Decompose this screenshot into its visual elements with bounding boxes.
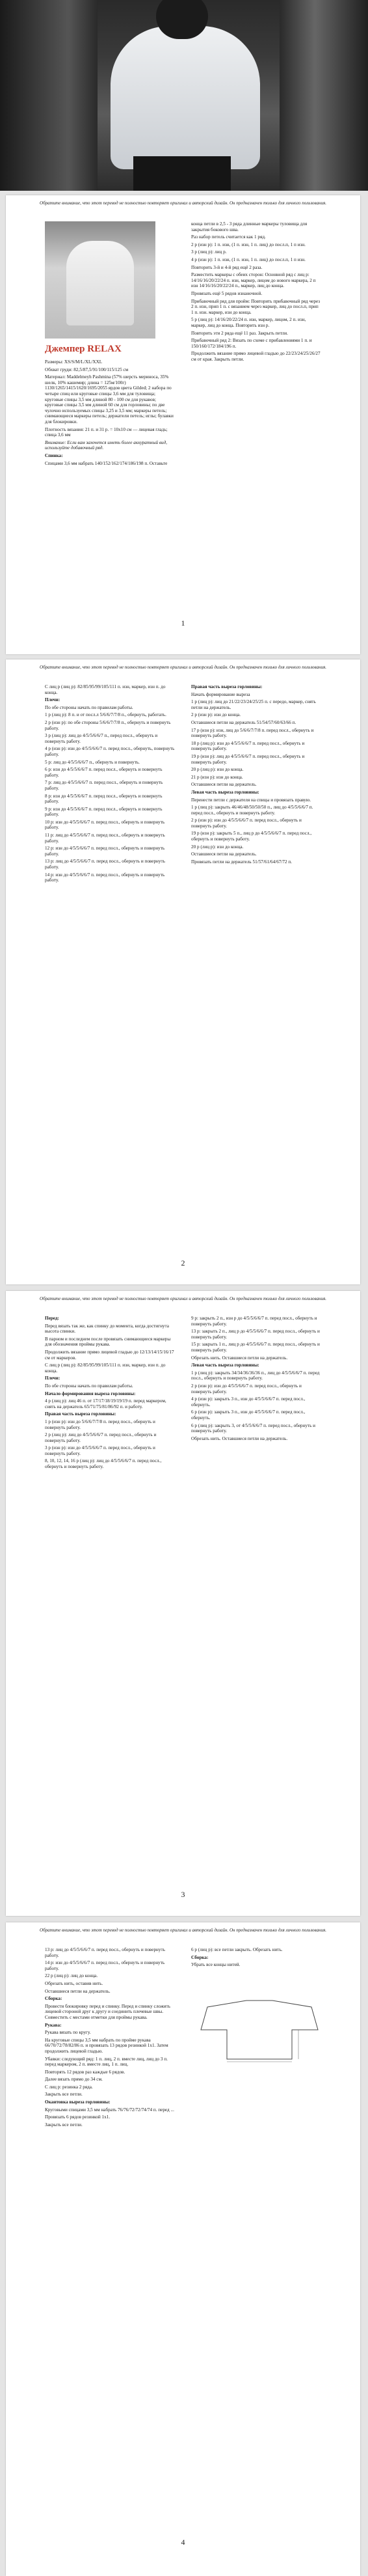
instruction-text: С лиц р (лиц р): 82/85/95/99/105/111 п. изн, маркер, изн п. до конца.	[45, 1363, 166, 1374]
instruction-text: Круговыми спицами 3,5 мм набрать 76/76/72/72/74/74 п. перед ...	[45, 2107, 174, 2112]
instruction-text: 5 р (лиц р): 14/16/20/22/24 п. изн, маркер, лицом, 2 п. изн, маркер, лиц до конца. Повторить изн р.	[191, 317, 306, 328]
instruction-text: Раз набор петель считается как 1 ряд.	[191, 234, 266, 240]
instruction-text: 8 р: изн до 4/5/5/6/6/7 п. перед посл., обернуть и повернуть работу.	[45, 793, 163, 805]
instruction-text: Обрезать нить. Оставшиеся петли на держатель.	[191, 1435, 288, 1441]
page-number: 3	[181, 1890, 185, 1899]
instruction-text: Разместить маркеры с обеих сторон: Основной ряд с лиц р: 14/16/16/20/22/24 п. изн, маркер, лицом до нового маркера, 2 п изн 14/16/16/20/22/24 п., маркер, лиц до конца.	[191, 272, 316, 289]
instruction-text: 1 р (лиц р): закрыть 46/46/48/50/50/50 п., лиц до 4/5/5/6/6/7 п. перед посл., обернуть и повернуть работу.	[191, 805, 313, 816]
page-number: 4	[181, 2538, 185, 2547]
instruction-text: 3 р (лиц р): лиц р.	[191, 249, 227, 255]
page-header-notice: Обратите внимание, что этот перевод не полностью повторяет оригинал и авторский дизайн. Он предназначен только для личного пользования.	[40, 1296, 326, 1301]
chest-text: Обхват груди: 82,5/87,5/91/100/115/125 см	[45, 367, 129, 372]
column-left	[45, 1947, 175, 2129]
instruction-text: 2 р (изн р): 1 п. изн, (1 п. изн, 1 п. лиц) до посл.п, 1 п изн.	[191, 242, 306, 247]
instruction-text: 4 р (изн р): изн до 4/5/5/6/6/7 п. перед посл., обернуть, повернуть работу.	[45, 746, 175, 757]
column-right	[191, 684, 321, 866]
note-text: Внимание: Если вам захочется иметь более аккуратный вид, используйте добавочный ряд.	[45, 439, 168, 451]
instruction-text: Убавки: следующий ряд: 1 п. лиц, 2 п. вместе лиц, лиц до 3 п. перед маркером, 2 п. вместе лиц, 1 п. лиц.	[45, 2056, 168, 2068]
instruction-text: 2 р (изн р): по обе стороны 5/6/6/7/7/8 п., обернуть и повернуть работу.	[45, 719, 171, 731]
instruction-text: В парном и последнем после провязать снимающиеся маркеры для обозначения проймы рукава.	[45, 1336, 171, 1348]
instruction-text: 4 р (изн р): 1 п. изн, (1 п. изн, 1 п. лиц) до посл.п, 1 п изн.	[191, 256, 306, 262]
column-left	[45, 1316, 175, 1472]
instruction-text: Закрыть все петли.	[45, 2092, 83, 2098]
instruction-text: Закрыть все петли.	[45, 2122, 83, 2127]
instruction-text: 3 р (изн р): изн до 4/5/5/6/6/7 п. перед посл., обернуть и повернуть работу.	[45, 1445, 155, 1456]
pattern-title: Джемпер RELAX	[45, 344, 122, 354]
instruction-text: 20 р (лиц р): изн до конца.	[191, 767, 244, 773]
model-head	[156, 0, 208, 39]
instruction-text: Обрезать нить, оставив нить.	[45, 1980, 103, 1986]
instruction-text: 15 р: закрыть 1 п., лиц р до 4/5/5/6/6/7 п. перед посл., обернуть и повернуть работу.	[191, 1342, 320, 1353]
section-heading: Плечи:	[45, 697, 60, 703]
instruction-text: 19 р (изн р): закрыть 5 п., лиц р до 4/5/5/6/6/7 п. перед посл., обернуть и повернуть работу.	[191, 831, 312, 842]
pattern-page-4	[6, 1922, 360, 2576]
section-heading: Перед:	[45, 1316, 59, 1321]
instruction-text: Продолжить вязание прямо лицевой гладью до 12/13/14/15/16/17 см от маркеров.	[45, 1349, 174, 1361]
instruction-text: Перед вязать так же, как спинку до момента, когда достигнута высота спинки.	[45, 1323, 169, 1335]
instruction-text: 7 р: лиц до 4/5/5/6/6/7 п. перед посл., обернуть и повернуть работу.	[45, 780, 163, 791]
instruction-text: 21 р (изн р): изн до конца.	[191, 774, 243, 780]
instruction-text: 22 р (лиц р): лиц до конца.	[45, 1973, 98, 1979]
model-sweater	[111, 26, 260, 169]
sizes-text: Размеры: XS/S/M/L/XL/XXL	[45, 359, 103, 365]
instruction-text: 14 р: изн до 4/5/5/6/6/7 п. перед посл., обернуть и повернуть работу.	[45, 872, 165, 883]
instruction-text: Продолжить вязание прямо лицевой гладью до 22/23/24/25/26/27 см от края. Закрыть петли.	[191, 351, 321, 362]
curtain-left	[0, 0, 98, 191]
cover-photo	[45, 221, 155, 339]
instruction-text: С лиц р: резинка 2 ряда.	[45, 2084, 93, 2090]
instruction-text: Оставшиеся петли на держатель.	[191, 852, 257, 857]
page-number: 1	[181, 618, 185, 628]
instruction-text: 12 р: изн до 4/5/5/6/6/7 п. перед посл., обернуть и повернуть работу.	[45, 846, 165, 857]
hero-photo	[0, 0, 368, 191]
instruction-text: 9 р: изн до 4/5/5/6/6/7 п. перед посл., обернуть и повернуть работу.	[45, 806, 163, 818]
section-heading: Правая часть выреза горловины:	[191, 684, 263, 689]
instruction-text: 2 р (изн р): изн до 4/5/5/6/6/7 п. перед посл., обернуть и повернуть работу.	[191, 1383, 302, 1394]
instruction-text: По обе стороны начать по правилам работы.	[45, 1383, 133, 1389]
instruction-text: 1 р (изн р): изн до 5/6/6/7/7/8 п. перед посл., обернуть и повернуть работу.	[45, 1419, 155, 1430]
instruction-text: 6 р: изн до 4/5/5/6/6/7 п. перед посл., обернуть и повернуть работу.	[45, 767, 163, 778]
instruction-text: Повторять 12 рядов раз каждые 6 рядов.	[45, 2069, 125, 2075]
instruction-text: Далее вязать прямо до 34 см.	[45, 2077, 103, 2083]
pattern-page-3	[6, 1291, 360, 1916]
instruction-text: 13 р: лиц до 4/5/5/6/6/7 п. перед посл., обернуть и повернуть работу.	[45, 1947, 165, 1958]
instruction-text: 4 р (лиц р): лиц 46 п. от 17/17/18/19/19/19 п. перед маркером, снять на держатель 65/71/75/81/86/92 п. и работу.	[45, 1398, 166, 1409]
schematic-body-outline	[201, 2001, 318, 2059]
instruction-text: конца петли в 2,5 - 3 ряда длинные маркеры туловища для закрытия бокового шва.	[191, 221, 308, 232]
instruction-text: 13 р: лиц до 4/5/5/6/6/7 п. перед посл., обернуть и повернуть работу.	[45, 859, 165, 870]
instruction-text: 19 р (изн р): лиц до 4/5/5/6/6/7 п. перед посл., обернуть и повернуть работу.	[191, 753, 305, 765]
instruction-text: 17 р (изн р): изн, лиц до 5/6/6/7/7/8 п. перед посл., обернуть и повернуть работу.	[191, 727, 314, 739]
instruction-text: Повторить 3-й и 4-й ряд ещё 2 раза.	[191, 264, 263, 270]
instruction-text: 6 р (изн р): закрыть 3 п., изн до 4/5/5/6/6/7 п. перед посл., обернуть.	[191, 1409, 306, 1420]
instruction-text: Провязать петли на держатель 51/57/61/64/67/72 п.	[191, 859, 293, 865]
instruction-text: По обе стороны начать по правилам работы.	[45, 704, 133, 710]
instruction-text: 2 р (лиц р): лиц до 4/5/5/6/6/7 п. перед посл., обернуть и повернуть работу.	[45, 1432, 157, 1443]
section-heading: Спинка:	[45, 452, 63, 458]
instruction-text: 10 р: изн до 4/5/5/6/6/7 п. перед посл., обернуть и повернуть работу.	[45, 819, 165, 831]
column-right	[191, 1316, 321, 1443]
instruction-text: Начать формирование выреза	[191, 691, 250, 697]
instruction-text: 5 р: лиц до 4/5/5/6/6/7 п., обернуть и повернуть.	[45, 759, 140, 765]
instruction-text: 4 р (изн р): закрыть 3 п., изн до 4/5/5/6/6/7 п. перед посл., обернуть.	[191, 1396, 306, 1407]
instruction-text: С лиц р (лиц р): 82/85/95/99/105/111 п. изн, маркер, изн п. до конца.	[45, 684, 166, 695]
section-heading: Плечи:	[45, 1376, 60, 1381]
curtain-right	[280, 0, 368, 191]
instruction-text: 6 р (лиц р): закрыть 3, от 4/5/5/6/6/7 п. перед посл., обернуть и повернуть работу.	[191, 1422, 316, 1434]
instruction-text: 18 р (лиц р): изн до 4/5/5/6/6/7 п. перед посл., обернуть и повернуть работу.	[191, 740, 305, 752]
page-header-notice: Обратите внимание, что этот перевод не полностью повторяет оригинал и авторский дизайн. Он предназначен только для личного пользования.	[40, 1928, 326, 1933]
page-number: 2	[181, 1258, 185, 1267]
instruction-text: 3 р (лиц р): лиц до 4/5/5/6/6/7 п., перед посл., обернуть и повернуть работу.	[45, 733, 158, 744]
instruction-text: 1 р (лиц р): закрыть 34/34/36/36/36 п., лиц до 4/5/5/6/6/7 п. перед посл., обернуть и повернуть работу.	[191, 1370, 320, 1381]
instruction-text: 2 р (изн р): изн до конца.	[191, 712, 241, 718]
gauge-text: Плотность вязания: 21 п. и 31 р. = 10x10 см — лицевая гладь; спица 3,6 мм	[45, 426, 168, 438]
instruction-text: 1 р (лиц р): 8 п. и от посл.л 5/6/6/7/7/8 п., обернуть, работать.	[45, 712, 166, 718]
section-heading: Сборка:	[45, 1996, 62, 2002]
instruction-text: Провязать 6 рядов резинкой 1x1.	[45, 2114, 111, 2120]
instruction-text: Убрать все концы нитей.	[191, 1962, 241, 1968]
column-left	[45, 359, 175, 468]
section-heading: Сборка:	[191, 1954, 209, 1960]
instruction-text: Провязать ещё 5 рядов изнаночной.	[191, 290, 263, 296]
instruction-text: Прибавочный ряд для пройм: Повторить прибавочный ряд через 2 п. изн, прип 1 п. с вязанием через маркер, лиц до посл.п, прип 1 п. изн. маркер, изн до конца.	[191, 298, 321, 315]
column-right	[191, 221, 321, 364]
section-heading: Рукава:	[45, 2022, 62, 2028]
page-header-notice: Обратите внимание, что этот перевод не полностью повторяет оригинал и авторский дизайн. Он предназначен только для личного пользования.	[40, 201, 326, 206]
page-header-notice: Обратите внимание, что этот перевод не полностью повторяет оригинал и авторский дизайн. Он предназначен только для личного пользования.	[40, 665, 326, 670]
cover-sweater	[66, 241, 134, 325]
materials-text: Материал: Maddelmeyh Pashmina (57% шерсть мериноса, 35% шелк, 10% кашемир; длина = 125м/100г) 1130/1265/1415/1620/1695/2055 ярдов цвета Gilded; 2 набора по четыре спиц или круговые спицы 3,6 мм для туловища; круговые спицы 3,5 мм длиной 80 - 100 см для рукавов; круговые спицы 3,5 мм длиной 60 см для горловины; по две чулочно используемых спицы 3,25 и 3,5 мм; маркеры петель; снимающиеся маркеры петель; держатели петель; иглы; булавки для блокировки.	[45, 374, 174, 424]
instruction-text: Оставшиеся петли на держатель.	[191, 782, 257, 788]
instruction-text: Прибавочный ряд 2: Вязать по схеме с прибавлениями 1 п. и 150/160/172/184/196 п.	[191, 338, 312, 349]
instruction-text: 8, 10, 12, 14, 16 р (лиц р): лиц до 4/5/5/6/6/7 п. перед посл., обернуть и повернуть работу.	[45, 1458, 162, 1470]
garment-schematic	[194, 1994, 324, 2066]
instruction-text: 2 р (изн р): изн до 4/5/5/6/6/7 п. перед посл., обернуть и повернуть работу.	[191, 818, 302, 829]
instruction-text: Спицами 3,6 мм набрать 140/152/162/174/186/198 п. Оставьте	[45, 460, 168, 466]
instruction-text: 9 р: закрыть 2 п., изн р до 4/5/5/6/6/7 п. перед посл., обернуть и повернуть работу.	[191, 1316, 317, 1327]
instruction-text: Обрезать нить. Оставшиеся петли на держатель.	[191, 1355, 288, 1361]
section-heading: Правая часть выреза горловины:	[45, 1411, 116, 1417]
instruction-text: Оставшиеся петли на держатель 51/54/57/60/63/66 п.	[191, 719, 296, 725]
instruction-text: Рукава вязать по кругу.	[45, 2030, 91, 2036]
section-heading: Начало формирования выреза горловины:	[45, 1391, 136, 1396]
section-heading: Окантовка выреза горловины:	[45, 2099, 111, 2105]
instruction-text: Оставшиеся петли на держатель.	[45, 1988, 111, 1994]
instruction-text: Повторить эти 2 ряда ещё 11 раз. Закрыть петли.	[191, 330, 288, 336]
model-pants	[133, 156, 231, 191]
section-heading: Левая часть выреза горловины:	[191, 1363, 259, 1368]
column-right	[191, 1947, 321, 1970]
instruction-text: 14 р: изн до 4/5/5/6/6/7 п. перед посл., обернуть и повернуть работу.	[45, 1960, 165, 1971]
instruction-text: 1 р (лиц р): лиц до 21/22/23/24/25/25 п. с передо, маркер, снять петли на держатель.	[191, 699, 316, 710]
instruction-text: Провести блокировку перед и спинку. Перед и спинку сложить лицевой стороной друг к другу и соединить плечевые швы. Совместить с местами отметки для проймы рукава.	[45, 2003, 170, 2020]
instruction-text: 6 р (лиц р): все петли закрыть. Обрезать нить.	[191, 1947, 283, 1952]
instruction-text: Перенести петли с держателя на спицы и провязать правую.	[191, 797, 311, 803]
instruction-text: На круговые спицы 3,5 мм набрать по пройме рукава 66/70/72/78/82/86 п. и провязать 13 рядов резинкой 1x1. Затем продолжить лицевой гладью.	[45, 2037, 168, 2054]
instruction-text: 13 р: закрыть 2 п., лиц р до 4/5/5/6/6/7 п. перед посл., обернуть и повернуть работу.	[191, 1329, 320, 1340]
pattern-page-1	[6, 195, 360, 654]
pattern-page-2	[6, 659, 360, 1284]
instruction-text: 11 р: лиц до 4/5/5/6/6/7 п. перед посл., обернуть и повернуть работу.	[45, 833, 165, 844]
column-left	[45, 684, 175, 885]
section-heading: Левая часть выреза горловины:	[191, 789, 259, 795]
instruction-text: 20 р (лиц р): изн до конца.	[191, 844, 244, 850]
